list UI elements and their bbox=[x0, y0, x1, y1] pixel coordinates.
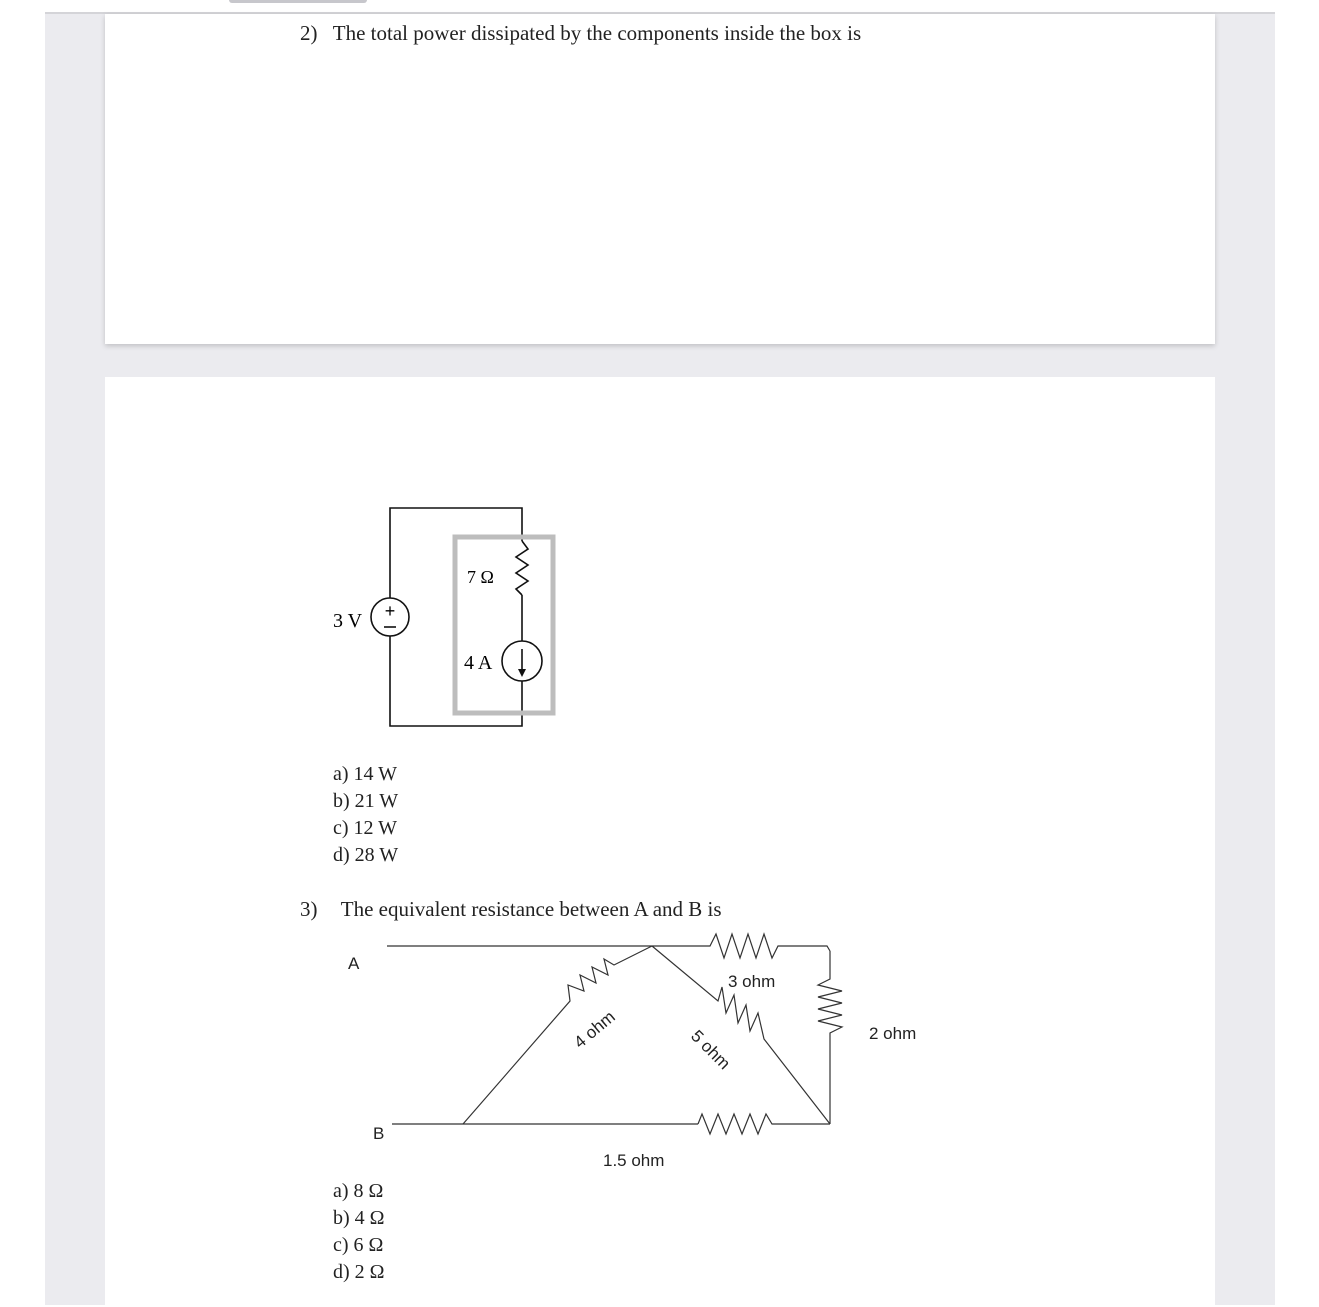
question-2-prompt bbox=[300, 21, 861, 46]
current-source-label: 4 A bbox=[464, 652, 493, 674]
option-c[interactable]: c) 12 W bbox=[333, 817, 398, 839]
resistor-7-ohm-symbol bbox=[516, 541, 528, 595]
scroll-tab-indicator[interactable] bbox=[229, 0, 367, 3]
resistor-3-ohm-symbol bbox=[652, 934, 830, 958]
resistor-4-ohm-symbol bbox=[463, 946, 652, 1124]
option-d[interactable]: d) 28 W bbox=[333, 844, 399, 866]
node-a-label: A bbox=[348, 954, 360, 973]
resistor-1-5-ohm-symbol bbox=[698, 1114, 830, 1134]
node-b-label: B bbox=[373, 1124, 385, 1143]
resistor-1-5-ohm-label: 1.5 ohm bbox=[603, 1151, 665, 1170]
option-a[interactable]: a) 14 W bbox=[333, 763, 398, 785]
question-2-text: The total power dissipated by the components inside the box is bbox=[332, 21, 862, 45]
option-b[interactable]: b) 4 Ω bbox=[333, 1207, 385, 1229]
resistor-label: 7 Ω bbox=[467, 567, 494, 587]
resistor-2-ohm-label: 2 ohm bbox=[869, 1024, 917, 1043]
resistor-2-ohm-symbol bbox=[818, 951, 842, 1124]
option-b[interactable]: b) 21 W bbox=[333, 790, 399, 812]
document-page-2 bbox=[105, 377, 1215, 1307]
document-page-1 bbox=[105, 14, 1215, 344]
component-box bbox=[455, 537, 553, 713]
question-2-circuit-diagram bbox=[320, 497, 570, 737]
resistor-3-ohm-label: 3 ohm bbox=[728, 972, 776, 991]
option-c[interactable]: c) 6 Ω bbox=[333, 1234, 384, 1256]
plus-sign: + bbox=[384, 601, 396, 621]
question-3-prompt bbox=[300, 897, 722, 922]
resistor-4-ohm-label: 4 ohm bbox=[570, 1007, 619, 1053]
question-3-circuit-diagram bbox=[330, 929, 950, 1179]
voltage-source-label: 3 V bbox=[333, 610, 363, 632]
question-2-number: 2) bbox=[300, 21, 318, 45]
question-3-options bbox=[333, 1178, 385, 1286]
question-2-options bbox=[333, 761, 398, 869]
resistor-5-ohm-label: 5 ohm bbox=[687, 1026, 735, 1074]
question-3-number: 3) bbox=[300, 897, 318, 921]
option-d[interactable]: d) 2 Ω bbox=[333, 1261, 385, 1283]
question-3-text: The equivalent resistance between A and B is bbox=[340, 897, 722, 921]
option-a[interactable]: a) 8 Ω bbox=[333, 1180, 384, 1202]
